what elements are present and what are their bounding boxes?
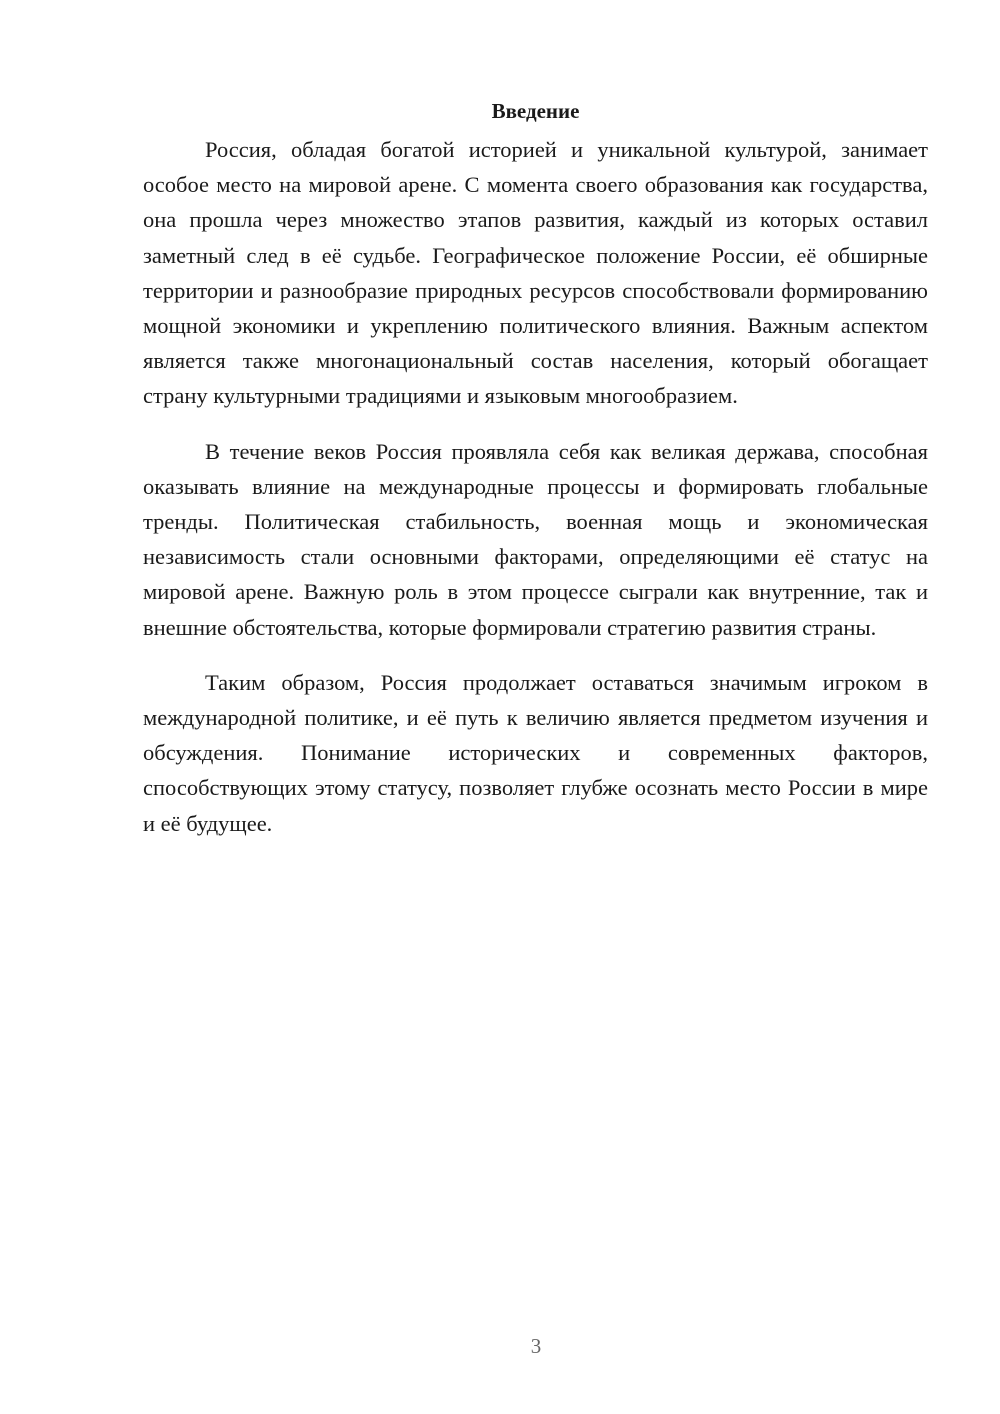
paragraph-3: Таким образом, Россия продолжает оставаться значимым игроком в международной политике, и её путь к величию является предметом изучения и обсуждения. Понимание исторических и современных факторов, способствующих этому статусу, позволяет глубже осознать место России в мире и её будущее.: [143, 669, 928, 836]
page-number: 3: [530, 1334, 542, 1358]
paragraph-2: В течение веков Россия проявляла себя как великая держава, способная оказывать влияние на международные процессы и формировать глобальные тренды. Политическая стабильность, военная мощь и экономическая независимость стали основными факторами, определяющими её статус на мировой арене. Важную роль в этом процессе сыграли как внутренние, так и внешние обстоятельства, которые формировали стратегию развития страны.: [143, 438, 928, 640]
paragraph-1: Россия, обладая богатой историей и уникальной культурой, занимает особое место на мировой арене. С момента своего образования как государства, она прошла через множество этапов развития, каждый из которых оставил заметный след в её судьбе. Географическое положение России, её обширные территории и разнообразие природных ресурсов способствовали формированию мощной экономики и укреплению политического влияния. Важным аспектом является также многонациональный состав населения, который обогащает страну культурными традициями и языковым многообразием.: [143, 137, 928, 409]
page-content: [143, 96, 928, 861]
section-title: Введение: [491, 99, 580, 123]
